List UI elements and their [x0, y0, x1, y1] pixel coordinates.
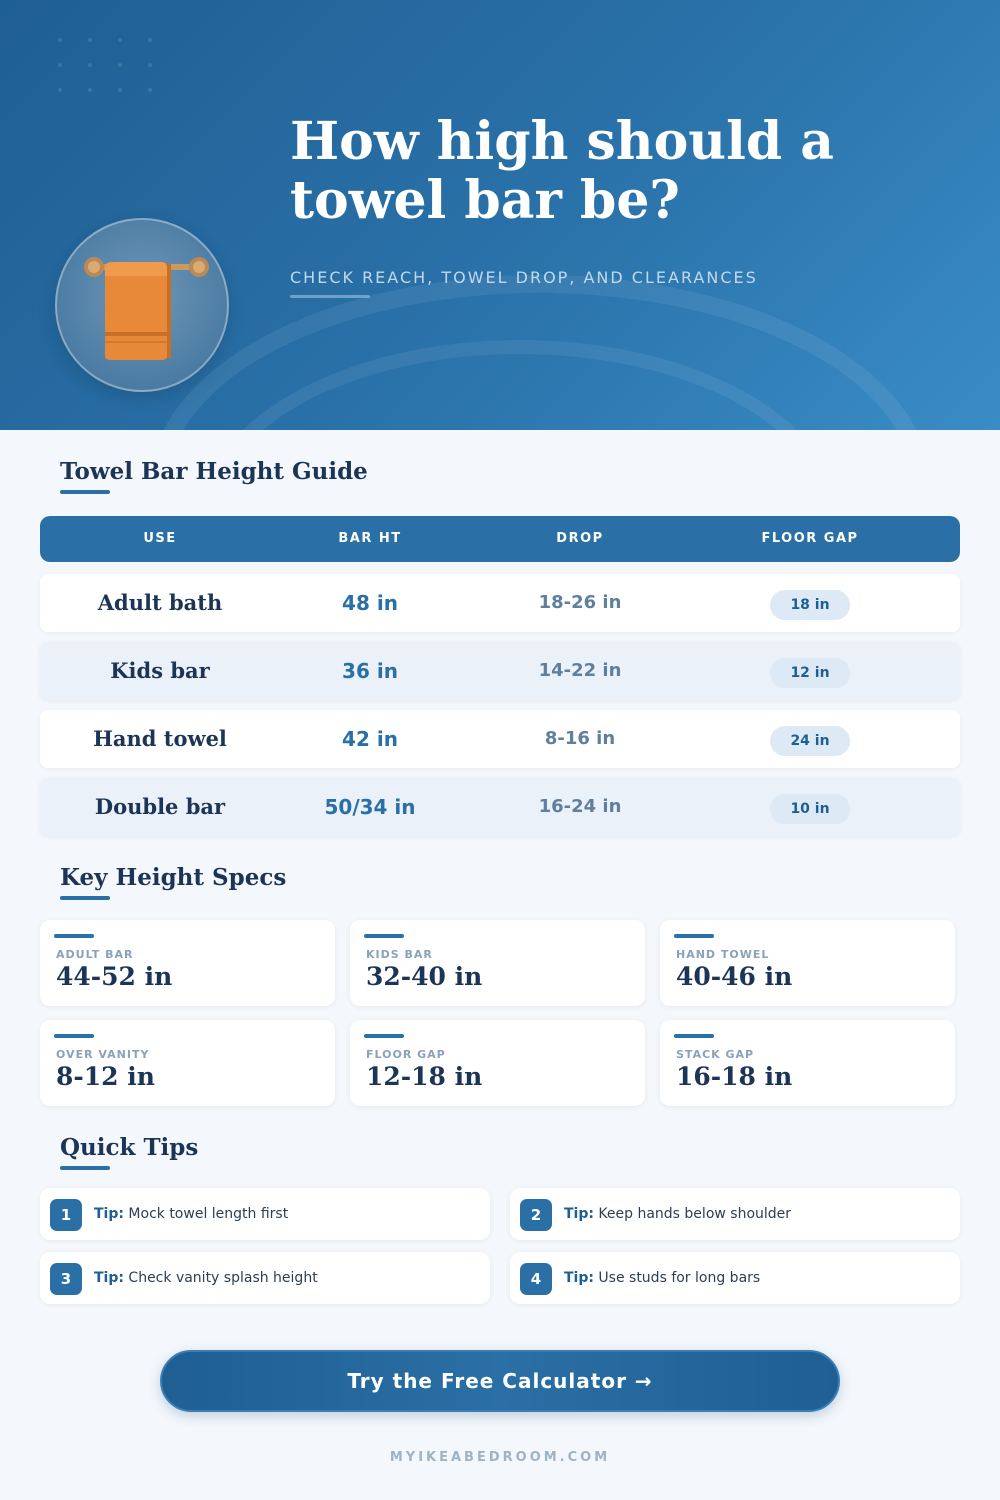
tip-item: [40, 1188, 490, 1240]
column-header-bar-ht: BAR HT: [338, 531, 402, 546]
column-header-floor-gap: FLOOR GAP: [761, 531, 859, 546]
towel-bar-illustration: [55, 218, 229, 392]
tip-body: Keep hands below shoulder: [598, 1206, 792, 1222]
tip-item: [510, 1188, 960, 1240]
decorative-dots: [58, 38, 158, 98]
spec-value: 32-40 in: [366, 962, 483, 991]
subtitle-underline: [290, 295, 370, 298]
spec-card: [660, 920, 955, 1006]
page-title-line-1: How high should a: [290, 111, 834, 172]
table-row: [40, 574, 960, 632]
card-accent: [54, 1034, 94, 1038]
floor-gap-badge: 24 in: [770, 726, 850, 756]
free-calculator-button[interactable]: Try the Free Calculator →: [160, 1350, 840, 1412]
section-underline: [60, 1166, 110, 1170]
floor-gap-badge: 18 in: [770, 590, 850, 620]
spec-label: ADULT BAR: [56, 948, 134, 961]
spec-card: [660, 1020, 955, 1106]
cell-use: Hand towel: [93, 726, 227, 751]
cell-bar-height: 48 in: [342, 591, 398, 615]
section-underline: [60, 490, 110, 494]
section-title-tips: Quick Tips: [60, 1134, 199, 1161]
tip-number-badge: 2: [520, 1199, 552, 1231]
cell-use: Adult bath: [97, 590, 223, 615]
cell-bar-height: 36 in: [342, 659, 398, 683]
tip-item: [40, 1252, 490, 1304]
spec-value: 8-12 in: [56, 1062, 155, 1091]
spec-label: STACK GAP: [676, 1048, 755, 1061]
table-row: [40, 778, 960, 836]
card-accent: [364, 1034, 404, 1038]
cell-drop: 8-16 in: [544, 728, 616, 749]
tip-text: [94, 1188, 288, 1240]
floor-gap-badge: 10 in: [770, 794, 850, 824]
table-header: [40, 516, 960, 562]
towel-bar-icon: [57, 220, 231, 394]
spec-value: 44-52 in: [56, 962, 173, 991]
card-accent: [54, 934, 94, 938]
tip-number-badge: 3: [50, 1263, 82, 1295]
cell-drop: 14-22 in: [538, 660, 622, 681]
spec-label: HAND TOWEL: [676, 948, 770, 961]
cell-bar-height: 50/34 in: [324, 795, 416, 819]
spec-card: [350, 920, 645, 1006]
tip-number-badge: 4: [520, 1263, 552, 1295]
tip-body: Use studs for long bars: [598, 1270, 761, 1286]
page-title-line-2: towel bar be?: [290, 170, 680, 231]
floor-gap-badge: 12 in: [770, 658, 850, 688]
column-header-drop: DROP: [556, 531, 604, 546]
footer-site-link[interactable]: MYIKEABEDROOM.COM: [389, 1450, 611, 1465]
tip-prefix: Tip:: [564, 1270, 594, 1286]
section-title-specs: Key Height Specs: [60, 864, 287, 891]
page-title: [290, 112, 930, 230]
tip-number-badge: 1: [50, 1199, 82, 1231]
column-header-use: USE: [143, 531, 177, 546]
tip-text: [564, 1188, 791, 1240]
card-accent: [364, 934, 404, 938]
tip-prefix: Tip:: [564, 1206, 594, 1222]
spec-value: 12-18 in: [366, 1062, 483, 1091]
spec-value: 40-46 in: [676, 962, 793, 991]
tip-body: Check vanity splash height: [128, 1270, 318, 1286]
spec-card: [40, 1020, 335, 1106]
hero-banner: [0, 0, 1000, 430]
page-subtitle: CHECK REACH, TOWEL DROP, AND CLEARANCES: [290, 268, 758, 287]
section-underline: [60, 896, 110, 900]
tip-text: [564, 1252, 760, 1304]
spec-label: KIDS BAR: [366, 948, 433, 961]
spec-card: [40, 920, 335, 1006]
tip-prefix: Tip:: [94, 1270, 124, 1286]
cell-bar-height: 42 in: [342, 727, 398, 751]
tip-text: [94, 1252, 318, 1304]
cell-drop: 16-24 in: [538, 796, 622, 817]
spec-label: FLOOR GAP: [366, 1048, 446, 1061]
cell-use: Kids bar: [110, 658, 210, 683]
tip-body: Mock towel length first: [128, 1206, 289, 1222]
tip-prefix: Tip:: [94, 1206, 124, 1222]
card-accent: [674, 934, 714, 938]
spec-label: OVER VANITY: [56, 1048, 150, 1061]
spec-value: 16-18 in: [676, 1062, 793, 1091]
spec-card: [350, 1020, 645, 1106]
cell-use: Double bar: [94, 794, 226, 819]
cell-drop: 18-26 in: [538, 592, 622, 613]
card-accent: [674, 1034, 714, 1038]
table-row: [40, 710, 960, 768]
section-title-guide: Towel Bar Height Guide: [60, 458, 368, 485]
table-row: [40, 642, 960, 700]
tip-item: [510, 1252, 960, 1304]
